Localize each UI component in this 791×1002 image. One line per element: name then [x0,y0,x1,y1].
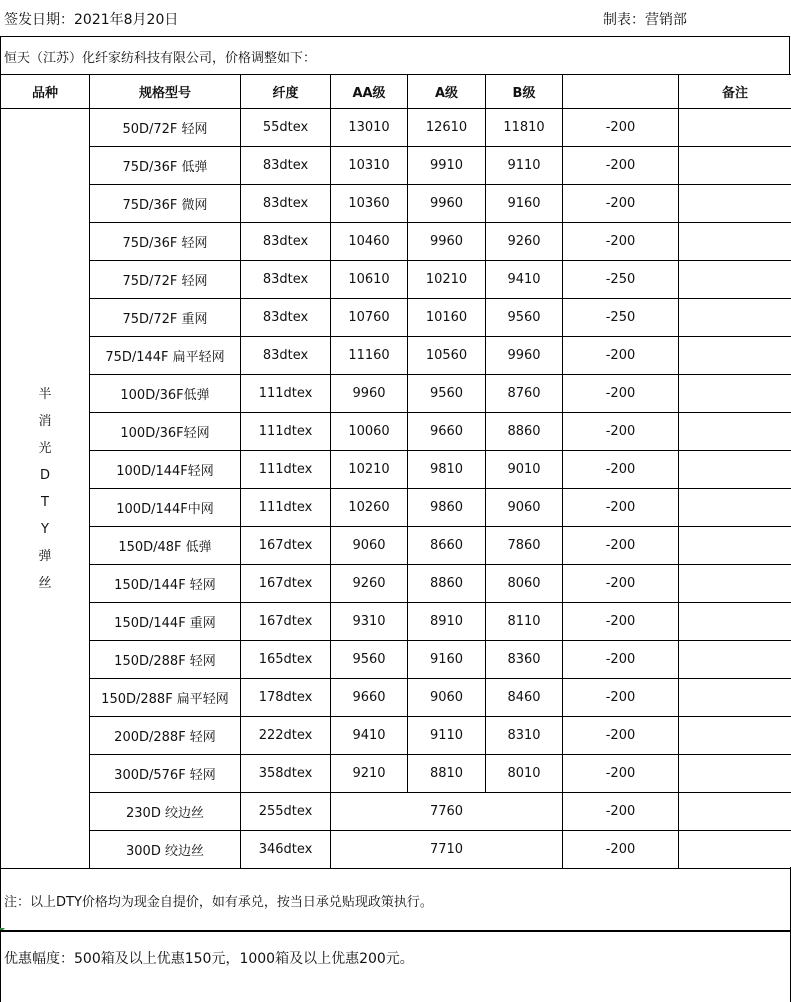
variety-char: 弹 [38,548,52,564]
header-aa-grade: AA级 [331,75,408,109]
a-price-cell: 9110 [408,717,486,755]
remarks-cell [679,489,791,527]
a-price-cell: 10210 [408,261,486,299]
adjustment-cell: -200 [563,109,679,147]
b-price-cell: 9160 [486,185,563,223]
b-price-cell: 9410 [486,261,563,299]
b-price-cell: 9110 [486,147,563,185]
b-price-cell: 9060 [486,489,563,527]
remarks-cell [679,147,791,185]
adjustment-cell: -200 [563,717,679,755]
table-row [1,641,791,679]
variety-char: 丝 [38,575,52,591]
header-variety: 品种 [1,75,90,109]
aa-price-cell: 10260 [331,489,408,527]
b-price-cell: 9260 [486,223,563,261]
aa-price-cell: 10360 [331,185,408,223]
adjustment-cell: -200 [563,147,679,185]
variety-char: T [41,494,49,510]
adjustment-cell: -200 [563,565,679,603]
spec-cell: 100D/144F轻网 [90,451,241,489]
spec-cell: 75D/36F 微网 [90,185,241,223]
a-price-cell: 9160 [408,641,486,679]
spec-cell: 100D/36F轻网 [90,413,241,451]
table-row [1,793,791,831]
denier-cell: 111dtex [241,375,331,413]
table-row [1,831,791,869]
b-price-cell: 8460 [486,679,563,717]
issue-date: 签发日期：2021年8月20日 [4,12,179,28]
adjustment-cell: -200 [563,603,679,641]
header-denier: 纤度 [241,75,331,109]
adjustment-cell: -200 [563,831,679,869]
adjustment-cell: -200 [563,451,679,489]
variety-char: Y [41,521,49,537]
variety-cell [1,109,90,869]
header-a-grade: A级 [408,75,486,109]
remarks-cell [679,261,791,299]
spec-cell: 150D/288F 轻网 [90,641,241,679]
table-row [1,489,791,527]
remarks-cell [679,793,791,831]
denier-cell: 255dtex [241,793,331,831]
discount-text: 优惠幅度：500箱及以上优惠150元，1000箱及以上优惠200元。 [4,951,414,967]
remarks-cell [679,679,791,717]
a-price-cell: 12610 [408,109,486,147]
remarks-cell [679,717,791,755]
aa-price-cell: 10210 [331,451,408,489]
footnote: 注：以上DTY价格均为现金自提价，如有承兑，按当日承兑贴现政策执行。 [4,895,433,910]
header-spec: 规格型号 [90,75,241,109]
denier-cell: 178dtex [241,679,331,717]
table-row [1,147,791,185]
a-price-cell: 8660 [408,527,486,565]
a-price-cell: 9560 [408,375,486,413]
spec-cell: 75D/144F 扁平轻网 [90,337,241,375]
remarks-cell [679,451,791,489]
aa-price-cell: 9260 [331,565,408,603]
a-price-cell: 9860 [408,489,486,527]
merged-price-cell: 7710 [331,831,563,869]
a-price-cell: 9660 [408,413,486,451]
aa-price-cell: 10310 [331,147,408,185]
spec-cell: 230D 绞边丝 [90,793,241,831]
a-price-cell: 8860 [408,565,486,603]
denier-cell: 167dtex [241,603,331,641]
table-row [1,109,791,147]
a-price-cell: 9060 [408,679,486,717]
a-price-cell: 8910 [408,603,486,641]
price-table [0,74,791,869]
remarks-cell [679,337,791,375]
remarks-cell [679,375,791,413]
variety-char: 光 [38,440,52,456]
table-row [1,717,791,755]
table-row [1,375,791,413]
remarks-cell [679,413,791,451]
remarks-cell [679,831,791,869]
spec-cell: 150D/144F 轻网 [90,565,241,603]
aa-price-cell: 10760 [331,299,408,337]
discount-row [0,930,791,1002]
a-price-cell: 10560 [408,337,486,375]
aa-price-cell: 9410 [331,717,408,755]
aa-price-cell: 9060 [331,527,408,565]
spec-cell: 300D/576F 轻网 [90,755,241,793]
adjustment-cell: -200 [563,793,679,831]
b-price-cell: 8110 [486,603,563,641]
adjustment-cell: -200 [563,375,679,413]
denier-cell: 83dtex [241,337,331,375]
adjustment-cell: -200 [563,489,679,527]
spec-cell: 75D/72F 轻网 [90,261,241,299]
a-price-cell: 9810 [408,451,486,489]
adjustment-cell: -200 [563,755,679,793]
table-row [1,337,791,375]
footnote-row [0,867,791,930]
denier-cell: 111dtex [241,413,331,451]
denier-cell: 167dtex [241,527,331,565]
spec-cell: 200D/288F 轻网 [90,717,241,755]
spec-cell: 75D/72F 重网 [90,299,241,337]
adjustment-cell: -200 [563,185,679,223]
spec-cell: 100D/144F中网 [90,489,241,527]
b-price-cell: 8860 [486,413,563,451]
a-price-cell: 10160 [408,299,486,337]
spec-cell: 75D/36F 轻网 [90,223,241,261]
aa-price-cell: 9660 [331,679,408,717]
header-row [0,0,791,36]
denier-cell: 83dtex [241,147,331,185]
spec-cell: 300D 绞边丝 [90,831,241,869]
aa-price-cell: 10610 [331,261,408,299]
header-remarks: 备注 [679,75,791,109]
adjustment-cell: -200 [563,679,679,717]
denier-cell: 165dtex [241,641,331,679]
remarks-cell [679,527,791,565]
denier-cell: 55dtex [241,109,331,147]
b-price-cell: 7860 [486,527,563,565]
a-price-cell: 9960 [408,223,486,261]
denier-cell: 83dtex [241,185,331,223]
header-adjustment [563,75,679,109]
spec-cell: 150D/288F 扁平轻网 [90,679,241,717]
remarks-cell [679,565,791,603]
table-row [1,299,791,337]
denier-cell: 83dtex [241,223,331,261]
variety-char: 半 [38,386,52,402]
denier-cell: 222dtex [241,717,331,755]
denier-cell: 111dtex [241,489,331,527]
table-header-row [1,75,791,109]
variety-char: D [39,467,50,483]
a-price-cell: 9910 [408,147,486,185]
remarks-cell [679,109,791,147]
denier-cell: 346dtex [241,831,331,869]
table-row [1,413,791,451]
aa-price-cell: 13010 [331,109,408,147]
a-price-cell: 9960 [408,185,486,223]
variety-char: 消 [38,413,52,429]
table-row [1,527,791,565]
table-row [1,755,791,793]
aa-price-cell: 9210 [331,755,408,793]
intro-row [0,36,790,74]
spec-cell: 150D/48F 低弹 [90,527,241,565]
table-row [1,223,791,261]
merged-price-cell: 7760 [331,793,563,831]
denier-cell: 358dtex [241,755,331,793]
remarks-cell [679,755,791,793]
denier-cell: 83dtex [241,261,331,299]
spec-cell: 75D/36F 低弹 [90,147,241,185]
b-price-cell: 9010 [486,451,563,489]
aa-price-cell: 9560 [331,641,408,679]
b-price-cell: 8760 [486,375,563,413]
aa-price-cell: 9310 [331,603,408,641]
b-price-cell: 8060 [486,565,563,603]
aa-price-cell: 10060 [331,413,408,451]
aa-price-cell: 9960 [331,375,408,413]
adjustment-cell: -250 [563,261,679,299]
prepared-by: 制表：营销部 [603,12,687,28]
b-price-cell: 9560 [486,299,563,337]
company-intro: 恒天（江苏）化纤家纺科技有限公司，价格调整如下： [4,51,317,66]
adjustment-cell: -200 [563,527,679,565]
adjustment-cell: -200 [563,641,679,679]
spec-cell: 150D/144F 重网 [90,603,241,641]
denier-cell: 111dtex [241,451,331,489]
remarks-cell [679,223,791,261]
aa-price-cell: 11160 [331,337,408,375]
adjustment-cell: -250 [563,299,679,337]
b-price-cell: 9960 [486,337,563,375]
table-row [1,679,791,717]
a-price-cell: 8810 [408,755,486,793]
spec-cell: 100D/36F低弹 [90,375,241,413]
b-price-cell: 8360 [486,641,563,679]
adjustment-cell: -200 [563,337,679,375]
adjustment-cell: -200 [563,413,679,451]
remarks-cell [679,603,791,641]
table-row [1,603,791,641]
table-row [1,261,791,299]
spec-cell: 50D/72F 轻网 [90,109,241,147]
remarks-cell [679,641,791,679]
aa-price-cell: 10460 [331,223,408,261]
header-b-grade: B级 [486,75,563,109]
table-row [1,565,791,603]
denier-cell: 83dtex [241,299,331,337]
table-row [1,185,791,223]
b-price-cell: 8010 [486,755,563,793]
table-row [1,451,791,489]
b-price-cell: 11810 [486,109,563,147]
adjustment-cell: -200 [563,223,679,261]
b-price-cell: 8310 [486,717,563,755]
remarks-cell [679,185,791,223]
denier-cell: 167dtex [241,565,331,603]
remarks-cell [679,299,791,337]
